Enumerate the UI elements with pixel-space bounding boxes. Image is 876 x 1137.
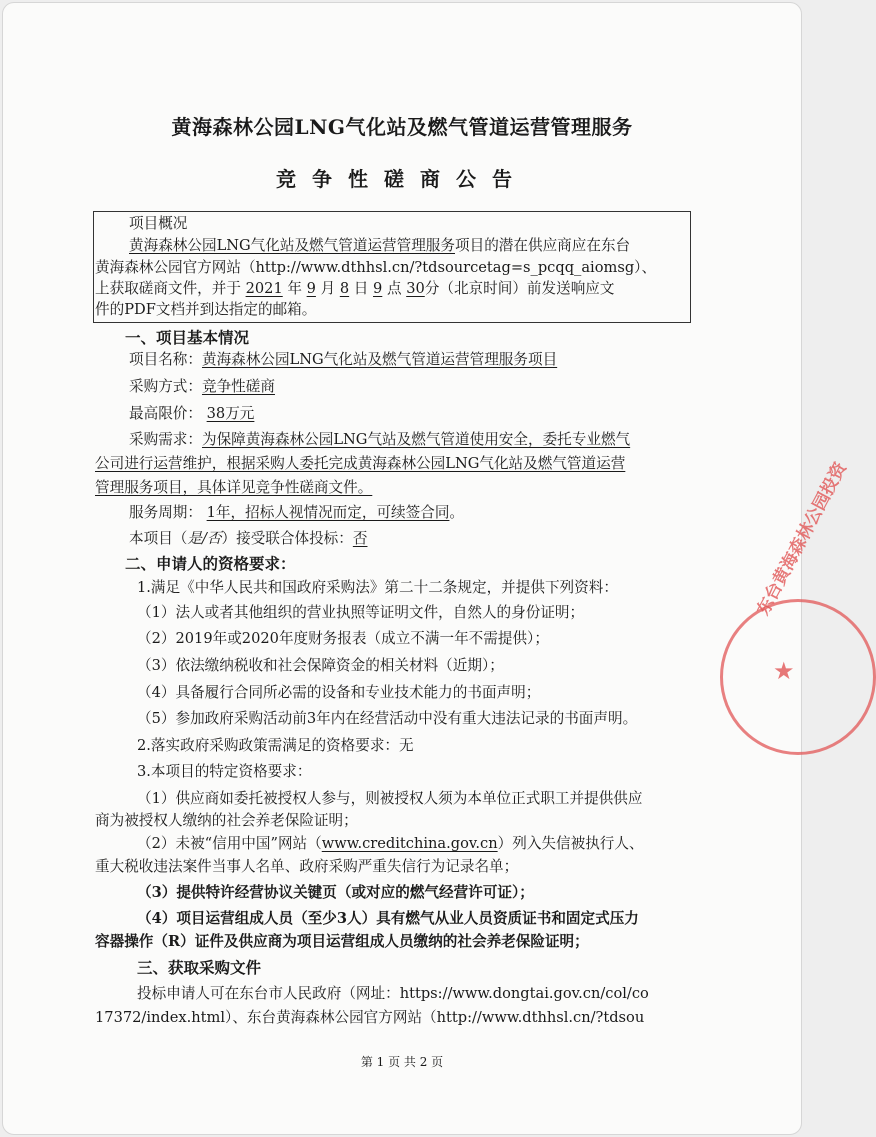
overview-heading: 项目概况	[129, 215, 188, 232]
obtain-text-2: 17372/index.html）、东台黄海森林公园官方网站（http://www.dthhsl.cn/?tdsou	[95, 1009, 645, 1026]
creditchina-link[interactable]: www.creditchina.gov.cn	[321, 835, 498, 852]
seal-text: 东台黄海森林公园投资	[753, 459, 851, 619]
req-3-2b: 重大税收违法案件当事人名单、政府采购严重失信行为记录名单；	[95, 858, 519, 875]
req-1-4: （4）具备履行合同所必需的设备和专业技术能力的书面声明；	[137, 684, 541, 701]
project-name-label: 项目名称：	[129, 351, 202, 368]
overview-project-name: 黄海森林公园LNG气化站及燃气管道运营管理服务	[129, 237, 455, 254]
overview-line-3	[95, 279, 615, 299]
req-3-2a-text: （2）未被“信用中国”网站（	[137, 835, 322, 852]
need-label: 采购需求：	[129, 431, 202, 448]
period-value: 1年，招标人视情况而定，可续签合同	[206, 504, 450, 521]
project-name-row	[129, 350, 557, 370]
period-row	[129, 503, 464, 523]
method-value: 竞争性磋商	[201, 378, 275, 395]
req-3-2a	[137, 834, 644, 854]
price-row	[129, 404, 254, 424]
overview-text: 年	[287, 280, 302, 297]
consortium-row	[129, 529, 367, 549]
overview-text: 月	[320, 280, 336, 297]
project-name-value: 黄海森林公园LNG气化站及燃气管道运营管理服务项目	[201, 351, 558, 368]
deadline-day: 8	[339, 280, 350, 297]
need-text-3: 管理服务项目，具体详见竞争性磋商文件。	[95, 479, 373, 496]
req-1-5: （5）参加政府采购活动前3年内在经营活动中没有重大违法记录的书面声明。	[137, 710, 638, 727]
price-value: 38万元	[206, 405, 255, 422]
price-label: 最高限价：	[129, 405, 202, 422]
method-label: 采购方式：	[129, 378, 202, 395]
method-row	[129, 377, 275, 397]
need-text-1: 为保障黄海森林公园LNG气站及燃气管道使用安全，委托专业燃气	[201, 431, 631, 448]
req-3: 3.本项目的特定资格要求：	[137, 763, 312, 780]
req-3-1b: 商为被授权人缴纳的社会养老保险证明；	[95, 812, 358, 829]
req-3-1a: （1）供应商如委托被授权人参与，则被授权人须为本单位正式职工并提供供应	[137, 790, 643, 807]
overview-line-1-rest: 项目的潜在供应商应在东台	[455, 237, 631, 254]
req-1-1: （1）法人或者其他组织的营业执照等证明文件，自然人的身份证明；	[137, 604, 585, 621]
consortium-text: 本项目（	[129, 530, 188, 547]
seal-star-icon: ★	[773, 657, 795, 685]
deadline-year: 2021	[245, 280, 283, 297]
req-3-3: （3）提供特许经营协议关键页（或对应的燃气经营许可证）；	[137, 884, 534, 901]
consortium-text: ）接受联合体投标：	[221, 530, 353, 547]
overview-line-1	[129, 236, 630, 256]
document-title: 黄海森林公园LNG气化站及燃气管道运营管理服务	[171, 115, 633, 139]
overview-text: 点	[386, 280, 402, 297]
period-end: 。	[449, 504, 465, 521]
document-subtitle: 竞争性磋商公告	[276, 167, 528, 191]
period-label: 服务周期：	[129, 504, 202, 521]
section-2-heading: 二、申请人的资格要求：	[125, 554, 296, 573]
document-page	[2, 2, 851, 1135]
section-3-heading: 三、获取采购文件	[137, 958, 262, 977]
req-2: 2.落实政府采购政策需满足的资格要求：无	[137, 737, 414, 754]
obtain-text-1: 投标申请人可在东台市人民政府（网址：https://www.dongtai.gov.cn/col/co	[137, 985, 649, 1002]
need-text-2: 公司进行运营维护，根据采购人委托完成黄海森林公园LNG气化站及燃气管道运营	[95, 455, 626, 472]
overview-line-4: 件的PDF文档并到达指定的邮箱。	[95, 301, 317, 318]
req-3-2a-text: ）列入失信被执行人、	[497, 835, 644, 852]
overview-line-2: 黄海森林公园官方网站（http://www.dthhsl.cn/?tdsourcetag=s_pcqq_aiomsg）、	[95, 259, 657, 276]
req-3-4a: （4）项目运营组成人员（至少3人）具有燃气从业人员资质证书和固定式压力	[137, 910, 639, 927]
overview-text: 分（北京时间）前发送响应文	[424, 280, 615, 297]
page-footer: 第 1 页 共 2 页	[360, 1055, 444, 1069]
red-seal-stamp	[720, 599, 876, 755]
req-1-3: （3）依法缴纳税收和社会保障资金的相关材料（近期）；	[137, 657, 504, 674]
deadline-month: 9	[306, 280, 316, 297]
consortium-options: 是/否	[187, 530, 222, 547]
overview-text: 上获取磋商文件，并于	[95, 280, 241, 297]
req-1: 1.满足《中华人民共和国政府采购法》第二十二条规定，并提供下列资料：	[137, 579, 618, 596]
req-1-2: （2）2019年或2020年度财务报表（成立不满一年不需提供）；	[137, 630, 549, 647]
overview-text: 日	[353, 280, 369, 297]
need-row-1	[129, 430, 630, 450]
section-1-heading: 一、项目基本情况	[125, 328, 250, 347]
req-3-4b: 容器操作（R）证件及供应商为项目运营组成人员缴纳的社会养老保险证明；	[95, 933, 589, 950]
consortium-value: 否	[352, 530, 368, 547]
deadline-hour: 9	[373, 280, 383, 297]
deadline-minute: 30	[406, 280, 425, 297]
